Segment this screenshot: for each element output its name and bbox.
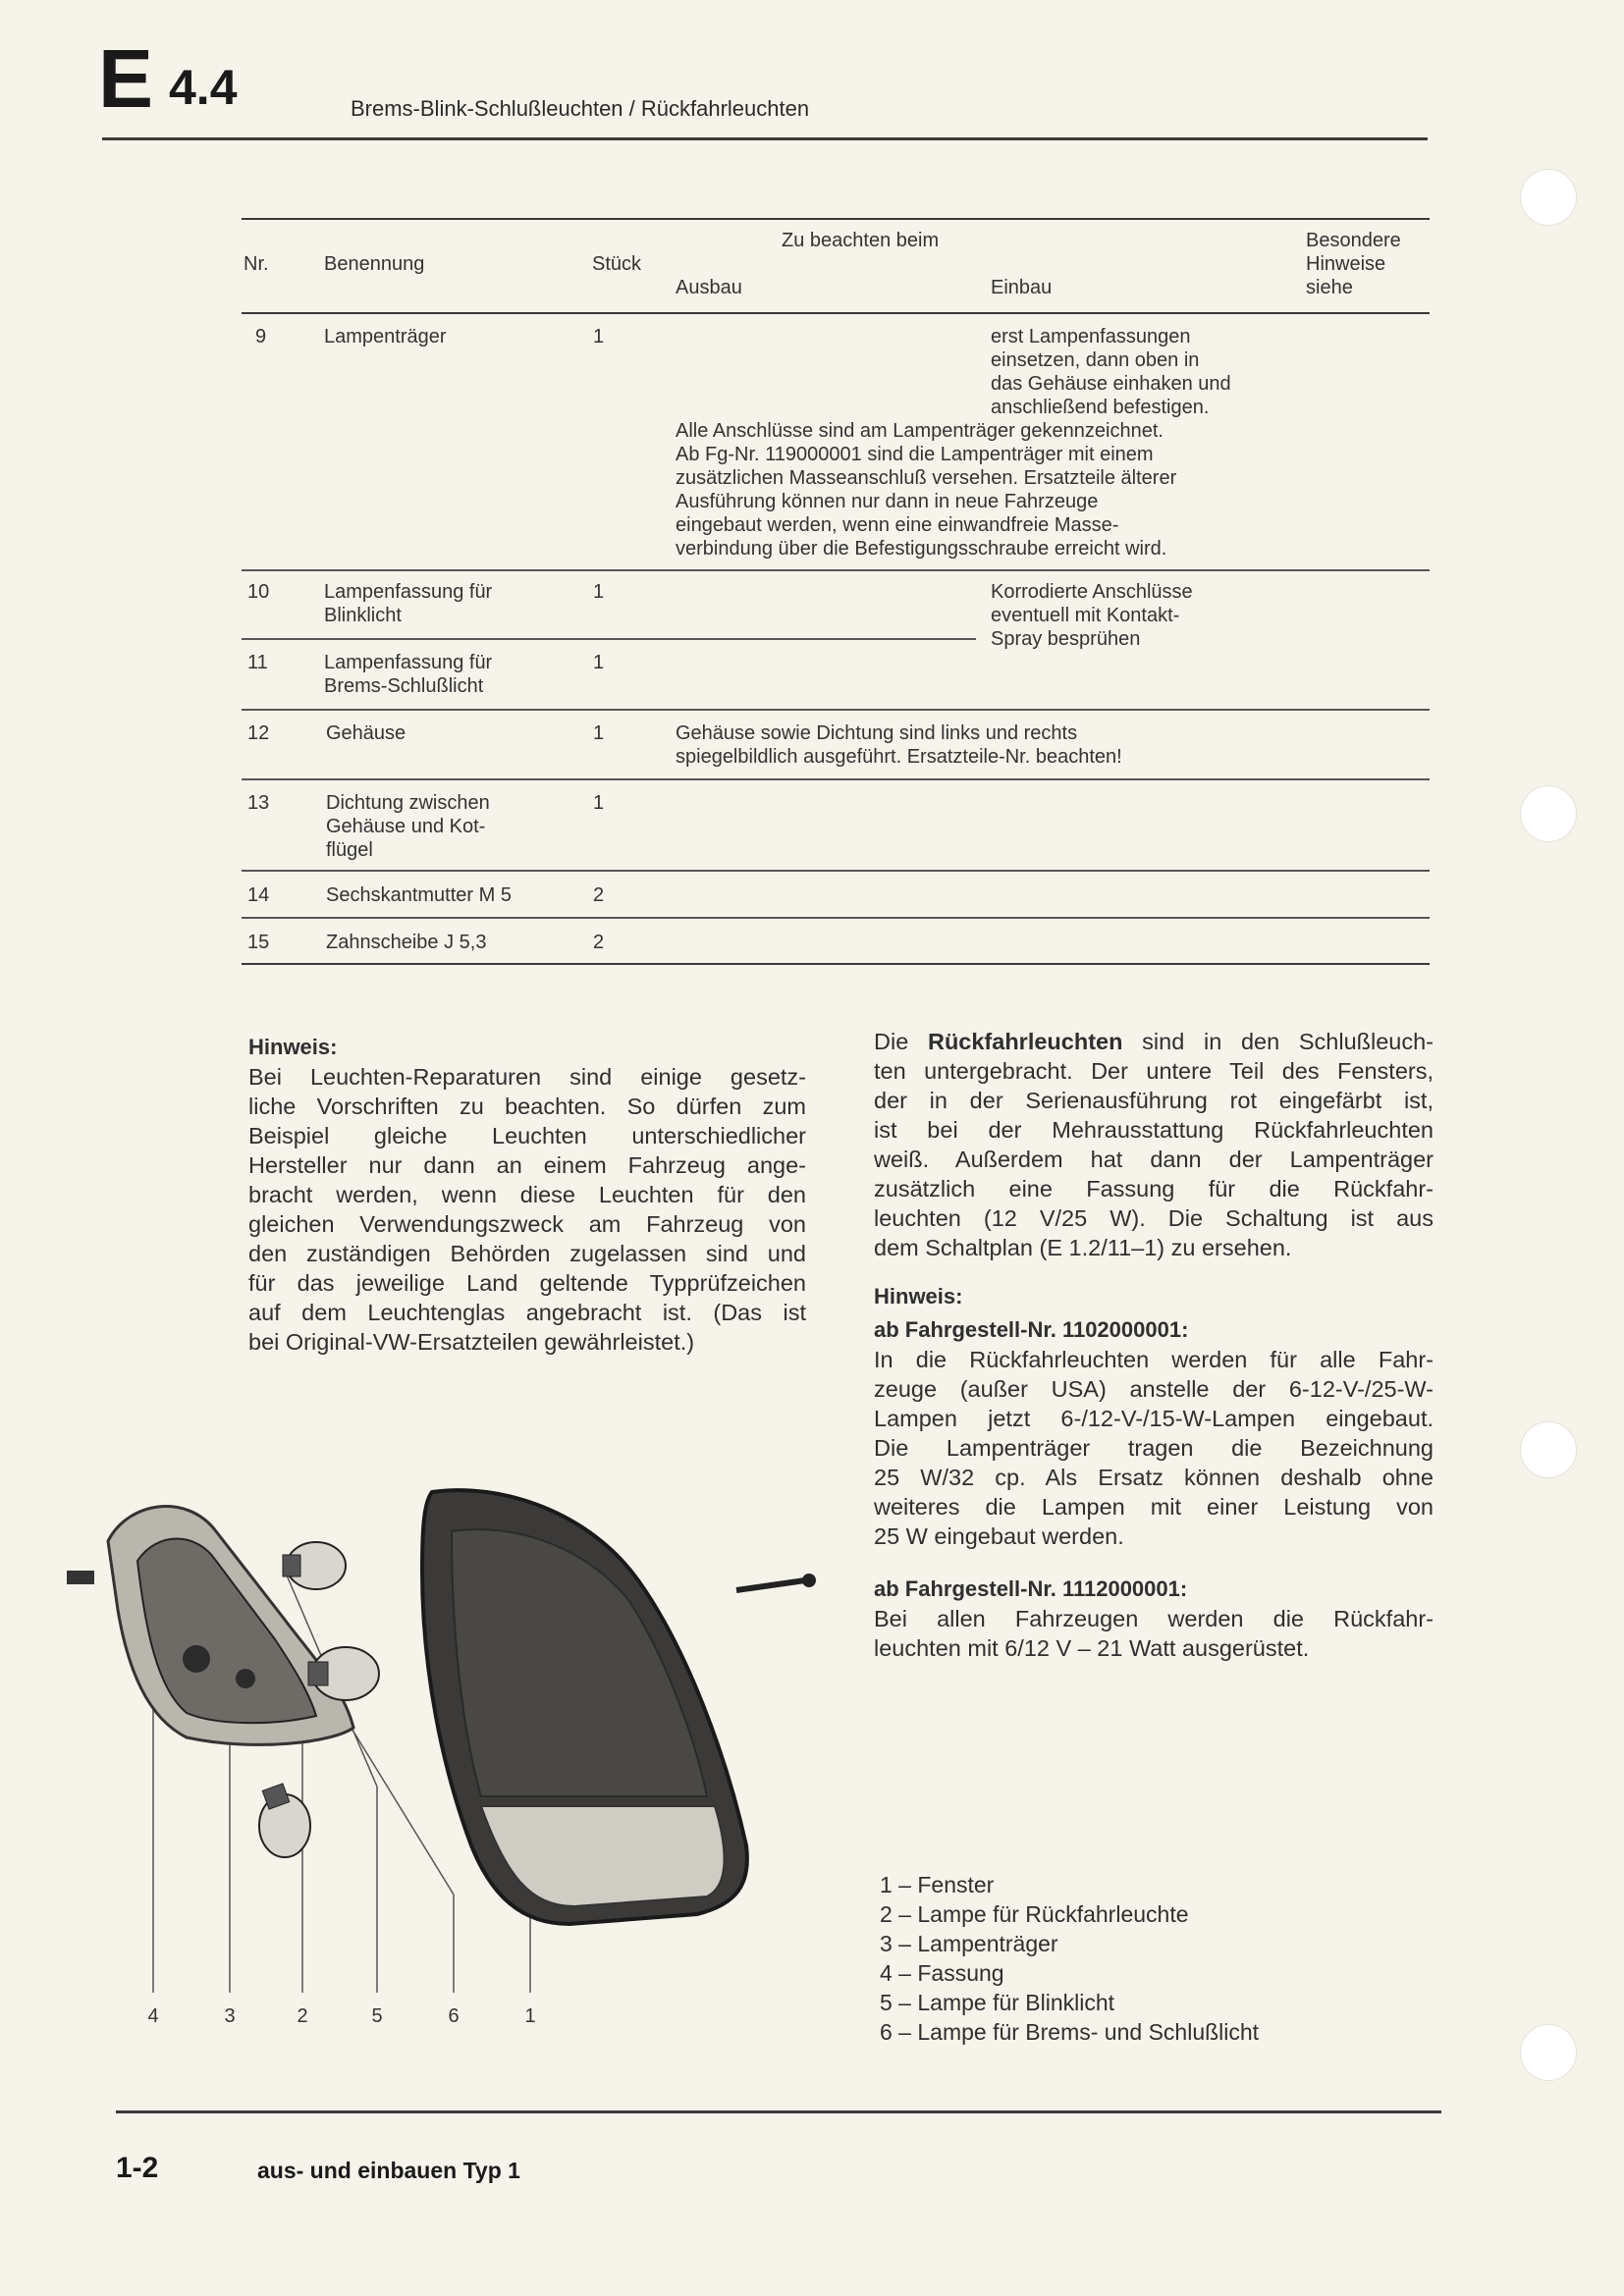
figure-legend (880, 1870, 1259, 2047)
row-divider (242, 917, 1430, 919)
legend-item: 1 – Fenster (880, 1872, 995, 1897)
col-header-ausbau: Ausbau (676, 277, 742, 298)
row-divider (242, 870, 1430, 872)
punch-hole (1520, 2024, 1577, 2081)
footer-text: aus- und einbauen Typ 1 (257, 2158, 520, 2183)
legend-item: 5 – Lampe für Blinklicht (880, 1990, 1115, 2015)
punch-hole (1520, 1421, 1577, 1478)
row-divider (242, 709, 1430, 711)
callout-2: 2 (297, 2005, 308, 2027)
row-divider (242, 638, 976, 640)
legend-item: 3 – Lampenträger (880, 1931, 1058, 1956)
col-header-einbau: Einbau (991, 277, 1053, 298)
header-rule (102, 137, 1428, 140)
callout-3: 3 (224, 2005, 236, 2027)
col-header-zu-beachten: Zu beachten beim (782, 230, 940, 251)
sub1-heading: ab Fahrgestell-Nr. 1102000001: (874, 1317, 1189, 1342)
col-header-nr: Nr. (244, 253, 269, 275)
page-title: Brems-Blink-Schlußleuchten / Rückfahrleuchten (351, 96, 810, 121)
legend-item: 2 – Lampe für Rückfahrleuchte (880, 1901, 1189, 1927)
col-header-stueck: Stück (592, 253, 642, 275)
left-note: Hinweis: Bei Leuchten-Reparaturen sind einige gesetz- liche Vorschriften zu beachten. So dürfen zum Beispiel gleiche Leuchten unterschiedlicher Hersteller nur dann an einem Fahrzeug ange- bracht werden, wenn diese Leuchten für den gleichen Verwendungszweck am Fahrzeug von den zuständigen Behörden zugelassen sind und für das jeweilige Land geltende Typprüfzeichen auf dem Leuchtenglas angebracht ist. (Das ist bei Original-VW-Ersatzteilen gewährleistet.) (248, 1035, 806, 1355)
section-letter: E (98, 32, 154, 125)
callout-5: 5 (371, 2005, 383, 2027)
callout-4: 4 (147, 2005, 159, 2027)
right-text: Die Rückfahrleuchten sind in den Schlußleuch- ten untergebracht. Der untere Teil des Fensters, der in der Serienausführung rot eingefärbt ist, ist bei der Mehrausstattung Rückfahrleuchten weiß. Außerdem hat dann der Lampenträger zusätzlich eine Fassung für die Rückfahr- leuchten (12 V/25 W). Die Schaltung ist aus dem Schaltplan (E 1.2/11–1) zu ersehen. Hinweis: ab Fahrgestell-Nr. 1102000001: In die Rückfahrleuchten werden für alle Fahr- zeuge (außer USA) anstelle der 6-12-V-/25-W- Lampen jetzt 6-/12-V-/15-W-Lampen eingebaut. Die Lampenträger tragen die Bezeichnung 25 W/32 cp. Als Ersatz können deshalb ohne weiteres die Lampen mit einer Leistung von 25 W eingebaut werden. ab Fahrgestell-Nr. 1112000001: Bei allen Fahrzeugen werden die Rückfahr- leuchten mit 6/12 V – 21 Watt ausgerüstet. (874, 1029, 1435, 1661)
table-bottom-rule (242, 963, 1430, 965)
callout-1: 1 (524, 2005, 536, 2027)
row-divider (242, 569, 1430, 571)
table-top-rule (242, 218, 1430, 220)
bulb-blinklicht (283, 1542, 346, 1589)
lens-window (422, 1490, 816, 1924)
legend-item: 4 – Fassung (880, 1960, 1004, 1986)
sub2-heading: ab Fahrgestell-Nr. 1112000001: (874, 1576, 1188, 1601)
page-number: 1-2 (116, 2152, 159, 2184)
section-number: 4.4 (169, 60, 238, 115)
row-divider (242, 778, 1430, 780)
punch-hole (1520, 785, 1577, 842)
punch-hole (1520, 169, 1577, 226)
col-header-besondere: Besondere Hinweise siehe (1306, 230, 1401, 298)
table-header-rule (242, 312, 1430, 314)
note-heading: Hinweis: (248, 1035, 338, 1059)
col-header-benennung: Benennung (324, 253, 425, 275)
right-hinweis-heading: Hinweis: (874, 1284, 963, 1308)
legend-item: 6 – Lampe für Brems- und Schlußlicht (880, 2019, 1260, 2045)
callout-6: 6 (448, 2005, 460, 2027)
tail-light-illustration (59, 1472, 844, 2042)
term-rueckfahrleuchten: Rückfahrleuchten (927, 1029, 1123, 1054)
footer-rule (116, 2110, 1441, 2113)
